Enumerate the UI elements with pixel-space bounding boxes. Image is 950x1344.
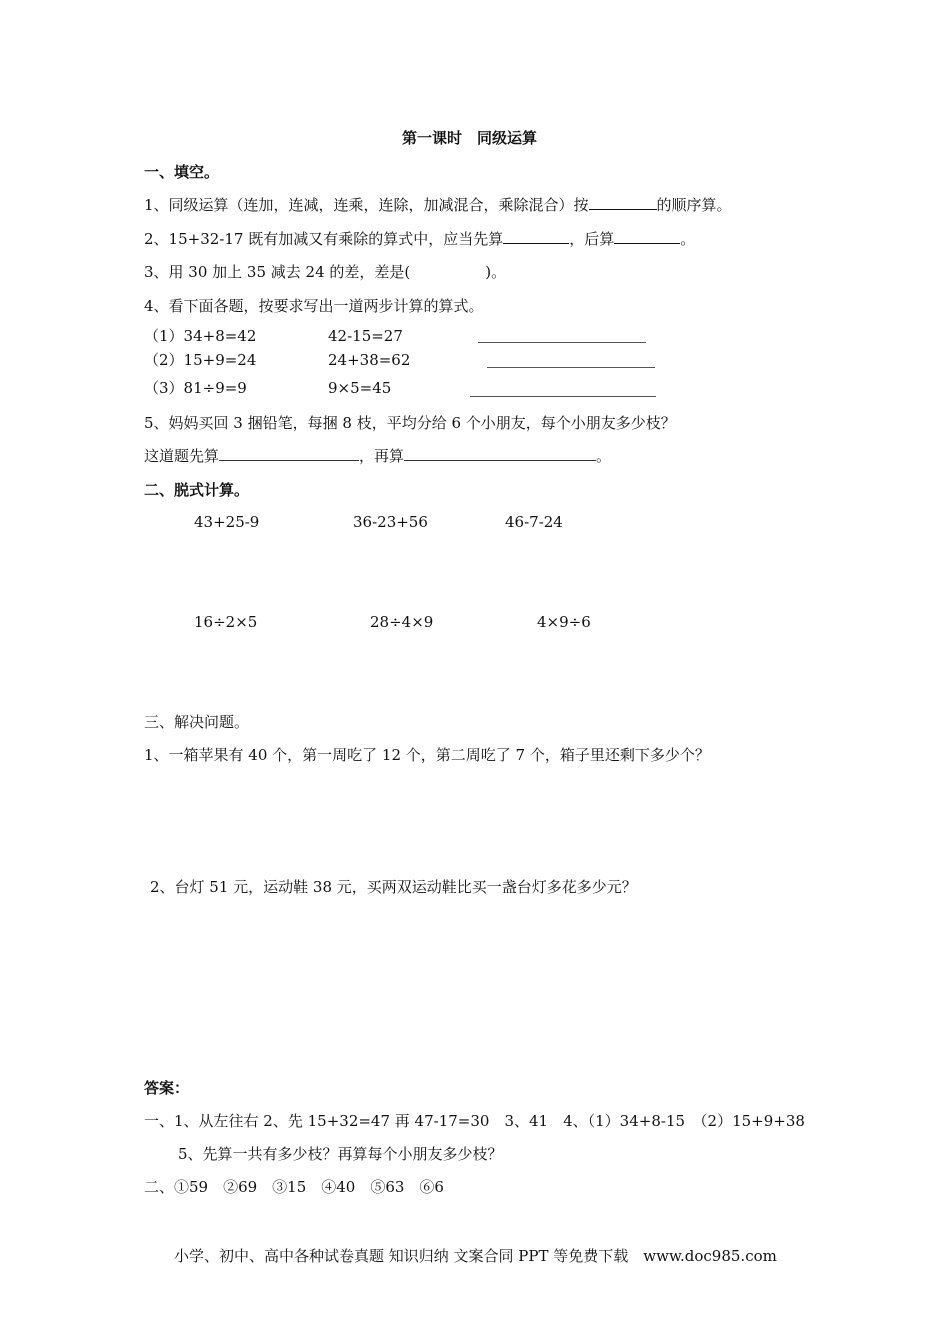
calc-2: 36-23+56 xyxy=(353,513,428,531)
q1-text-pre: 1、同级运算（连加，连减，连乘，连除，加减混合，乘除混合）按 xyxy=(144,196,589,214)
question-1-5: 5、妈妈买回 3 捆铅笔，每捆 8 枝，平均分给 6 个小朋友，每个小朋友多少枝？ xyxy=(144,414,676,432)
q2-text-post: 。 xyxy=(680,230,696,248)
question-3-2: 2、台灯 51 元，运动鞋 38 元，买两双运动鞋比买一盏台灯多花多少元？ xyxy=(150,878,637,896)
q5-text-mid: ，再算 xyxy=(359,447,405,465)
calc-3: 46-7-24 xyxy=(505,513,563,531)
q4-row2-a: （2）15+9=24 xyxy=(144,351,257,369)
section3-heading: 三、解决问题。 xyxy=(144,713,250,731)
answer-blank[interactable] xyxy=(219,446,359,461)
q4-row3-b: 9×5=45 xyxy=(328,379,392,397)
answer-line[interactable] xyxy=(487,367,655,368)
answers-heading: 答案： xyxy=(144,1079,190,1097)
question-1-5-fill xyxy=(144,446,611,466)
answers-line-1: 一、1、从左往右 2、先 15+32=47 再 47-17=30 3、41 4、（1）34+8-15 （2）15+9+38 xyxy=(144,1112,805,1130)
q4-row3-a: （3）81÷9=9 xyxy=(144,379,247,397)
q1-text-post: 的顺序算。 xyxy=(656,196,732,214)
answer-blank[interactable] xyxy=(614,229,680,244)
calc-1: 43+25-9 xyxy=(194,513,260,531)
page-title: 第一课时 同级运算 xyxy=(402,129,538,147)
q4-row2-b: 24+38=62 xyxy=(328,351,411,369)
question-3-1: 1、一箱苹果有 40 个，第一周吃了 12 个，第二周吃了 7 个，箱子里还剩下多少个？ xyxy=(144,746,710,764)
q5-text-pre: 这道题先算 xyxy=(144,447,220,465)
calc-5: 28÷4×9 xyxy=(370,613,434,631)
question-1-3: 3、用 30 加上 35 减去 24 的差，差是( )。 xyxy=(144,263,507,281)
section2-heading: 二、脱式计算。 xyxy=(144,481,250,499)
q2-text-mid: ，后算 xyxy=(569,230,615,248)
answers-line-3: 二、①59 ②69 ③15 ④40 ⑤63 ⑥6 xyxy=(144,1178,444,1196)
question-1-1 xyxy=(144,195,732,215)
q4-row1-b: 42-15=27 xyxy=(328,327,403,345)
answers-line-2: 5、先算一共有多少枝？再算每个小朋友多少枝？ xyxy=(178,1145,503,1163)
question-1-4: 4、看下面各题，按要求写出一道两步计算的算式。 xyxy=(144,297,484,315)
calc-4: 16÷2×5 xyxy=(194,613,258,631)
answer-blank[interactable] xyxy=(589,195,657,210)
question-1-2 xyxy=(144,229,695,249)
calc-6: 4×9÷6 xyxy=(537,613,591,631)
answer-line[interactable] xyxy=(478,342,646,343)
page-footer: 小学、初中、高中各种试卷真题 知识归纳 文案合同 PPT 等免费下载 www.doc985.com xyxy=(174,1247,777,1265)
answer-blank[interactable] xyxy=(404,446,596,461)
answer-blank[interactable] xyxy=(503,229,569,244)
q5-text-post: 。 xyxy=(596,447,612,465)
answer-line[interactable] xyxy=(470,396,656,397)
section1-heading: 一、填空。 xyxy=(144,163,220,181)
q4-row1-a: （1）34+8=42 xyxy=(144,327,257,345)
q2-text-pre: 2、15+32-17 既有加减又有乘除的算式中，应当先算 xyxy=(144,230,504,248)
